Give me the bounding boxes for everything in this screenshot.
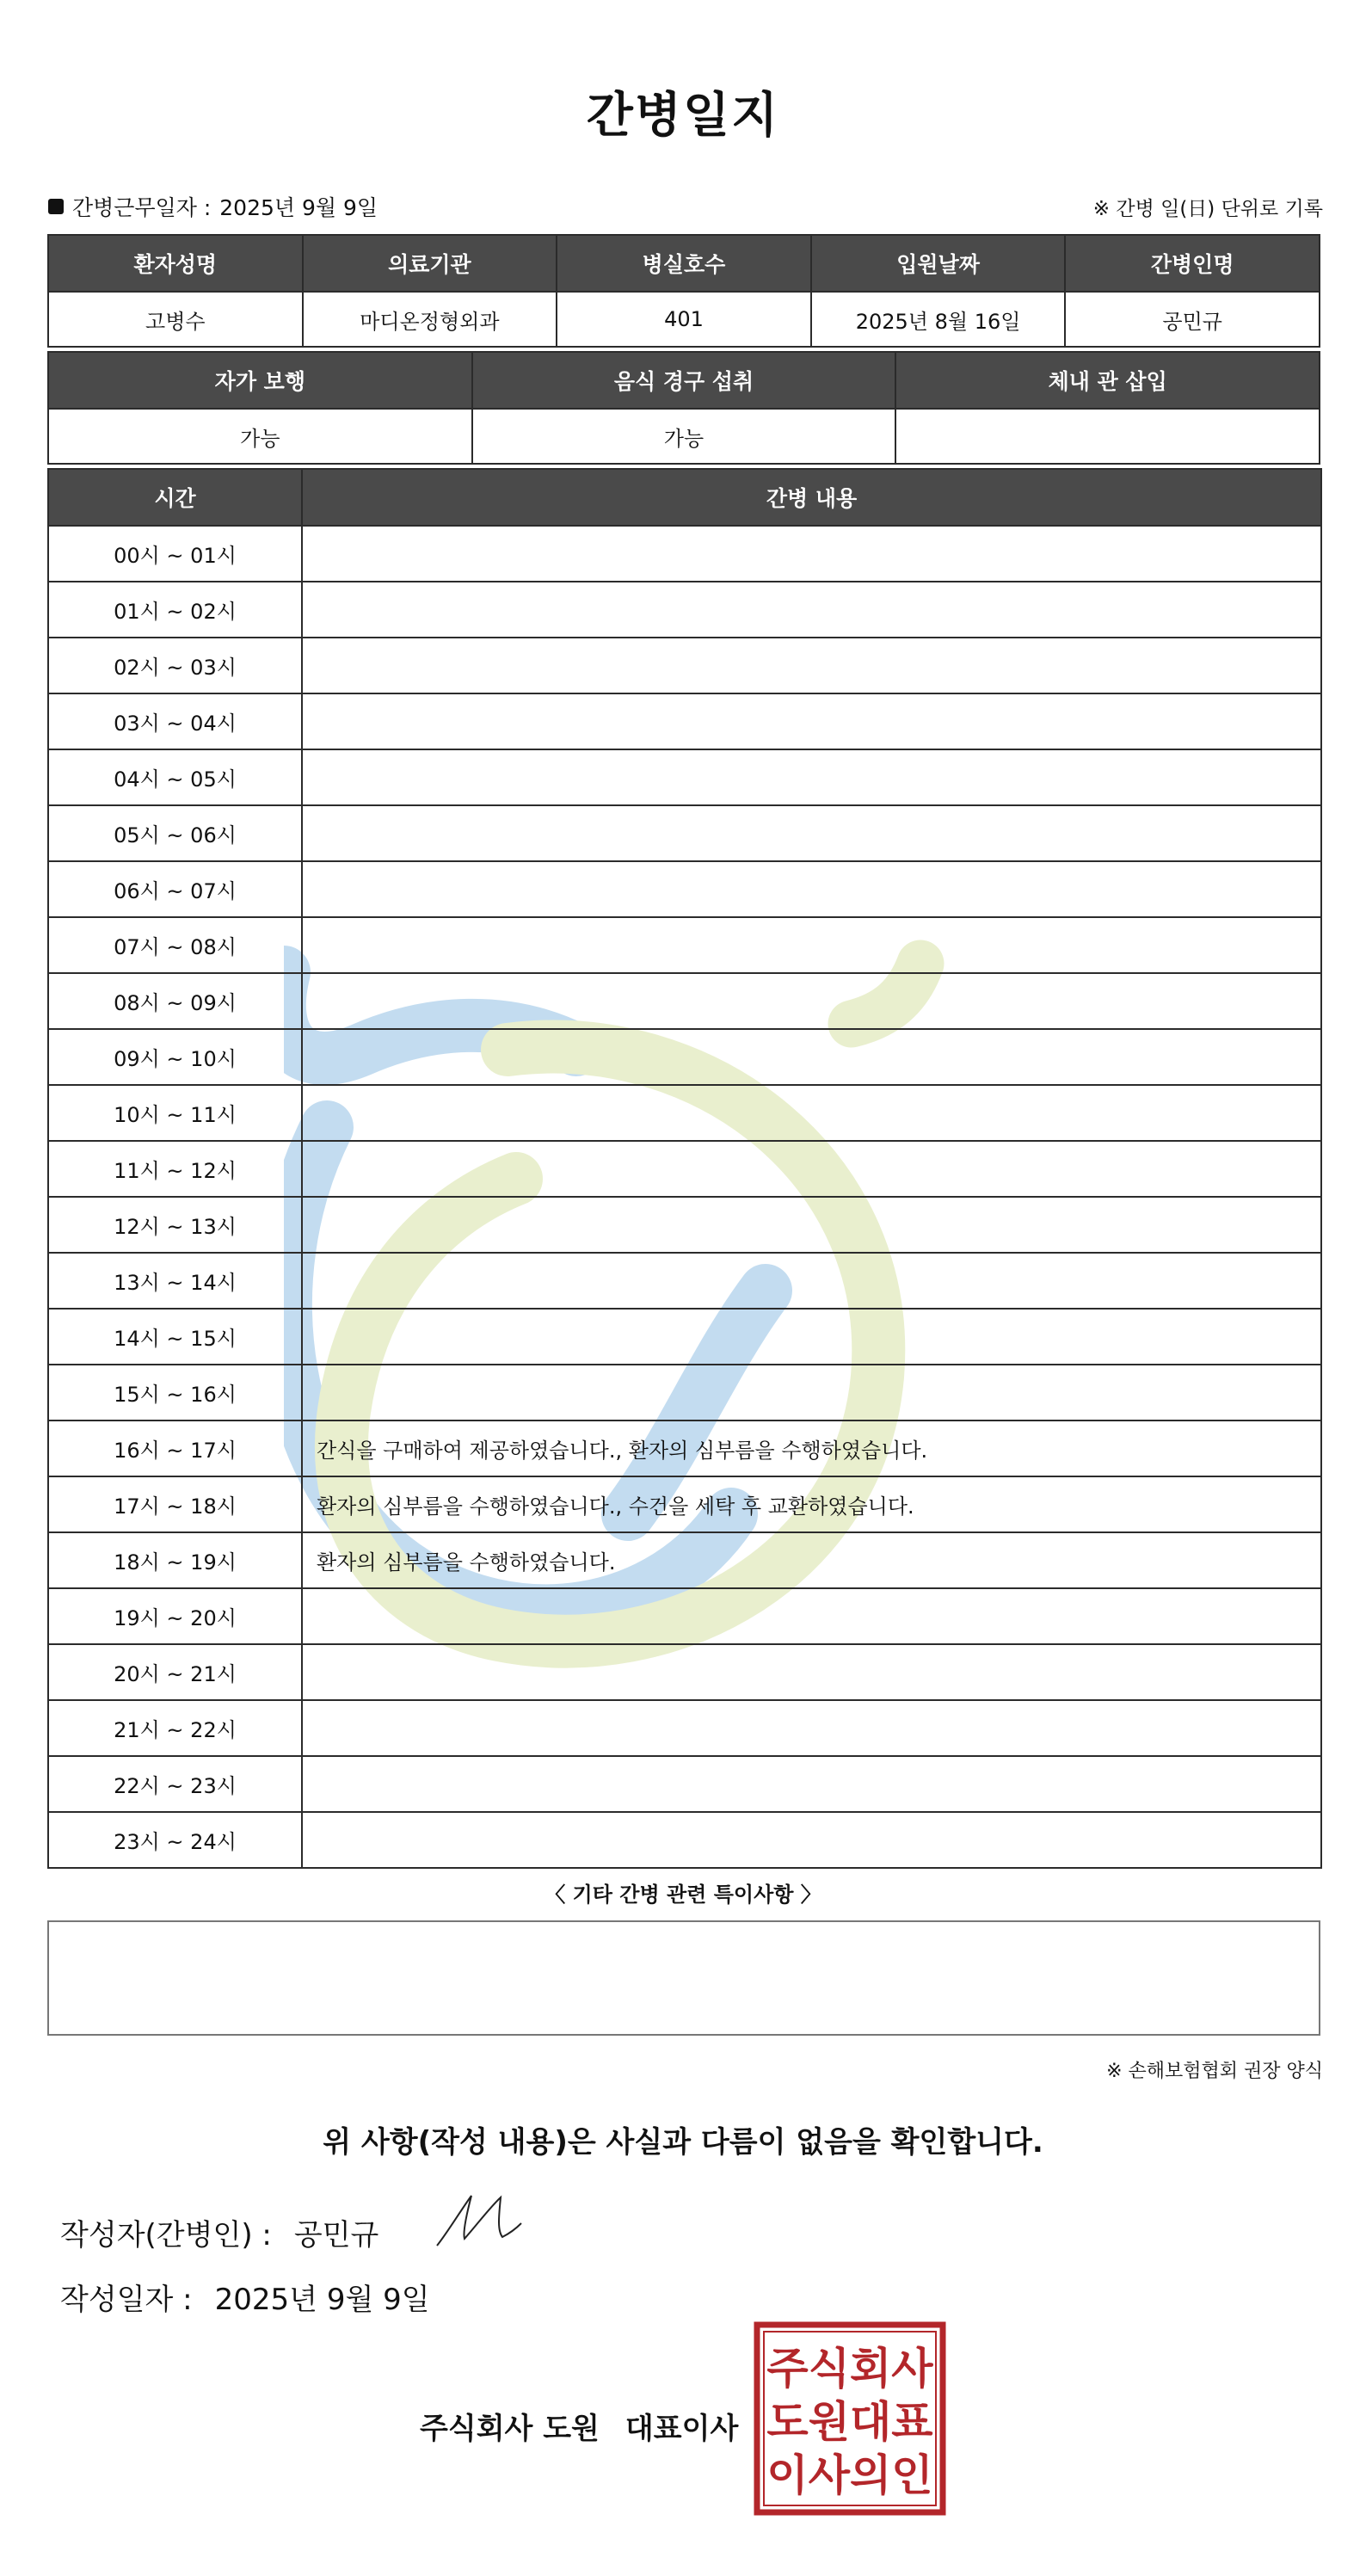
log-time: 13시 ~ 14시 bbox=[48, 1253, 302, 1309]
log-row bbox=[48, 1756, 1321, 1812]
log-row bbox=[48, 1812, 1321, 1868]
log-time: 23시 ~ 24시 bbox=[48, 1812, 302, 1868]
log-row bbox=[48, 1253, 1321, 1309]
log-time: 20시 ~ 21시 bbox=[48, 1644, 302, 1700]
log-time: 07시 ~ 08시 bbox=[48, 917, 302, 973]
log-content bbox=[302, 1756, 1321, 1812]
notes-title: 〈 기타 간병 관련 특이사항 〉 bbox=[545, 1883, 821, 1907]
written-date-line bbox=[60, 2276, 430, 2318]
patient-info-table bbox=[47, 234, 1320, 348]
log-row bbox=[48, 1085, 1321, 1141]
log-content: 환자의 심부름을 수행하였습니다., 수건을 세탁 후 교환하였습니다. bbox=[302, 1476, 1321, 1532]
log-time: 12시 ~ 13시 bbox=[48, 1197, 302, 1253]
log-row bbox=[48, 1141, 1321, 1197]
log-content: 간식을 구매하여 제공하였습니다., 환자의 심부름을 수행하였습니다. bbox=[302, 1420, 1321, 1476]
writer-label: 작성자(간병인) : bbox=[60, 2218, 272, 2252]
header-care-content: 간병 내용 bbox=[302, 469, 1321, 526]
work-date bbox=[48, 191, 378, 222]
tube-value bbox=[895, 409, 1320, 464]
handwritten-signature bbox=[430, 2185, 525, 2254]
header-oral-intake: 음식 경구 섭취 bbox=[472, 352, 896, 409]
log-content bbox=[302, 638, 1321, 693]
writer-line bbox=[60, 2211, 378, 2253]
log-content bbox=[302, 1365, 1321, 1420]
company-seal-stamp bbox=[754, 2321, 946, 2516]
log-content bbox=[302, 526, 1321, 582]
log-content bbox=[302, 805, 1321, 861]
log-content: 환자의 심부름을 수행하였습니다. bbox=[302, 1532, 1321, 1588]
log-time: 21시 ~ 22시 bbox=[48, 1700, 302, 1756]
log-content bbox=[302, 582, 1321, 638]
company-role: 대표이사 bbox=[625, 2412, 739, 2446]
log-content bbox=[302, 1085, 1321, 1141]
log-row bbox=[48, 1197, 1321, 1253]
log-time: 11시 ~ 12시 bbox=[48, 1141, 302, 1197]
header-caregiver: 간병인명 bbox=[1065, 235, 1320, 292]
log-content bbox=[302, 749, 1321, 805]
work-date-value: 2025년 9월 9일 bbox=[219, 195, 378, 220]
room-number: 401 bbox=[557, 292, 811, 347]
confirmation-statement: 위 사항(작성 내용)은 사실과 다름이 없음을 확인합니다. bbox=[323, 2125, 1043, 2160]
log-time: 03시 ~ 04시 bbox=[48, 693, 302, 749]
log-time: 10시 ~ 11시 bbox=[48, 1085, 302, 1141]
page-title: 간병일지 bbox=[586, 88, 780, 144]
admit-date: 2025년 8월 16일 bbox=[811, 292, 1066, 347]
log-content bbox=[302, 973, 1321, 1029]
log-content bbox=[302, 693, 1321, 749]
svg-text:이사의인: 이사의인 bbox=[766, 2450, 933, 2500]
log-row bbox=[48, 917, 1321, 973]
patient-status-table bbox=[47, 351, 1320, 465]
log-row bbox=[48, 749, 1321, 805]
log-row bbox=[48, 1588, 1321, 1644]
header-tube: 체내 관 삽입 bbox=[895, 352, 1320, 409]
log-time: 19시 ~ 20시 bbox=[48, 1588, 302, 1644]
log-time: 18시 ~ 19시 bbox=[48, 1532, 302, 1588]
company-line bbox=[420, 2405, 738, 2447]
log-row bbox=[48, 1365, 1321, 1420]
log-row bbox=[48, 861, 1321, 917]
log-row bbox=[48, 1532, 1321, 1588]
header-hospital: 의료기관 bbox=[303, 235, 557, 292]
log-time: 14시 ~ 15시 bbox=[48, 1309, 302, 1365]
company-name: 주식회사 도원 bbox=[420, 2412, 600, 2446]
walking-value: 가능 bbox=[48, 409, 472, 464]
svg-text:주식회사: 주식회사 bbox=[766, 2344, 933, 2394]
log-time: 00시 ~ 01시 bbox=[48, 526, 302, 582]
log-content bbox=[302, 1700, 1321, 1756]
log-content bbox=[302, 1588, 1321, 1644]
header-admit-date: 입원날짜 bbox=[811, 235, 1066, 292]
log-time: 06시 ~ 07시 bbox=[48, 861, 302, 917]
log-content bbox=[302, 1309, 1321, 1365]
svg-text:도원대표: 도원대표 bbox=[766, 2397, 933, 2447]
log-time: 16시 ~ 17시 bbox=[48, 1420, 302, 1476]
caregiver-name: 공민규 bbox=[1065, 292, 1320, 347]
header-patient-name: 환자성명 bbox=[48, 235, 303, 292]
work-date-label: 간병근무일자 : bbox=[72, 195, 212, 220]
bullet-square-icon bbox=[48, 199, 64, 214]
log-row bbox=[48, 973, 1321, 1029]
log-row bbox=[48, 526, 1321, 582]
written-date-label: 작성일자 : bbox=[60, 2283, 193, 2317]
oral-intake-value: 가능 bbox=[472, 409, 896, 464]
header-walking: 자가 보행 bbox=[48, 352, 472, 409]
log-row bbox=[48, 1476, 1321, 1532]
log-time: 09시 ~ 10시 bbox=[48, 1029, 302, 1085]
log-time: 15시 ~ 16시 bbox=[48, 1365, 302, 1420]
log-content bbox=[302, 1253, 1321, 1309]
written-date-value: 2025년 9월 9일 bbox=[214, 2283, 430, 2317]
log-row bbox=[48, 582, 1321, 638]
log-row bbox=[48, 805, 1321, 861]
log-time: 04시 ~ 05시 bbox=[48, 749, 302, 805]
patient-name: 고병수 bbox=[48, 292, 303, 347]
log-content bbox=[302, 1141, 1321, 1197]
log-time: 08시 ~ 09시 bbox=[48, 973, 302, 1029]
log-row bbox=[48, 1029, 1321, 1085]
hospital-name: 마디온정형외과 bbox=[303, 292, 557, 347]
association-note: ※ 손해보험협회 권장 양식 bbox=[1106, 2061, 1323, 2082]
log-time: 01시 ~ 02시 bbox=[48, 582, 302, 638]
log-content bbox=[302, 1644, 1321, 1700]
log-row bbox=[48, 1700, 1321, 1756]
log-content bbox=[302, 1197, 1321, 1253]
log-content bbox=[302, 1812, 1321, 1868]
log-row bbox=[48, 1420, 1321, 1476]
log-row bbox=[48, 1309, 1321, 1365]
log-row bbox=[48, 638, 1321, 693]
log-content bbox=[302, 861, 1321, 917]
log-time: 17시 ~ 18시 bbox=[48, 1476, 302, 1532]
log-content bbox=[302, 1029, 1321, 1085]
writer-name: 공민규 bbox=[293, 2218, 379, 2252]
log-time: 05시 ~ 06시 bbox=[48, 805, 302, 861]
notes-box bbox=[47, 1920, 1320, 2036]
log-time: 22시 ~ 23시 bbox=[48, 1756, 302, 1812]
log-time: 02시 ~ 03시 bbox=[48, 638, 302, 693]
unit-note: ※ 간병 일(日) 단위로 기록 bbox=[1092, 198, 1323, 220]
log-content bbox=[302, 917, 1321, 973]
care-log-table bbox=[47, 468, 1322, 1869]
header-room: 병실호수 bbox=[557, 235, 811, 292]
header-time: 시간 bbox=[48, 469, 302, 526]
log-row bbox=[48, 693, 1321, 749]
log-row bbox=[48, 1644, 1321, 1700]
